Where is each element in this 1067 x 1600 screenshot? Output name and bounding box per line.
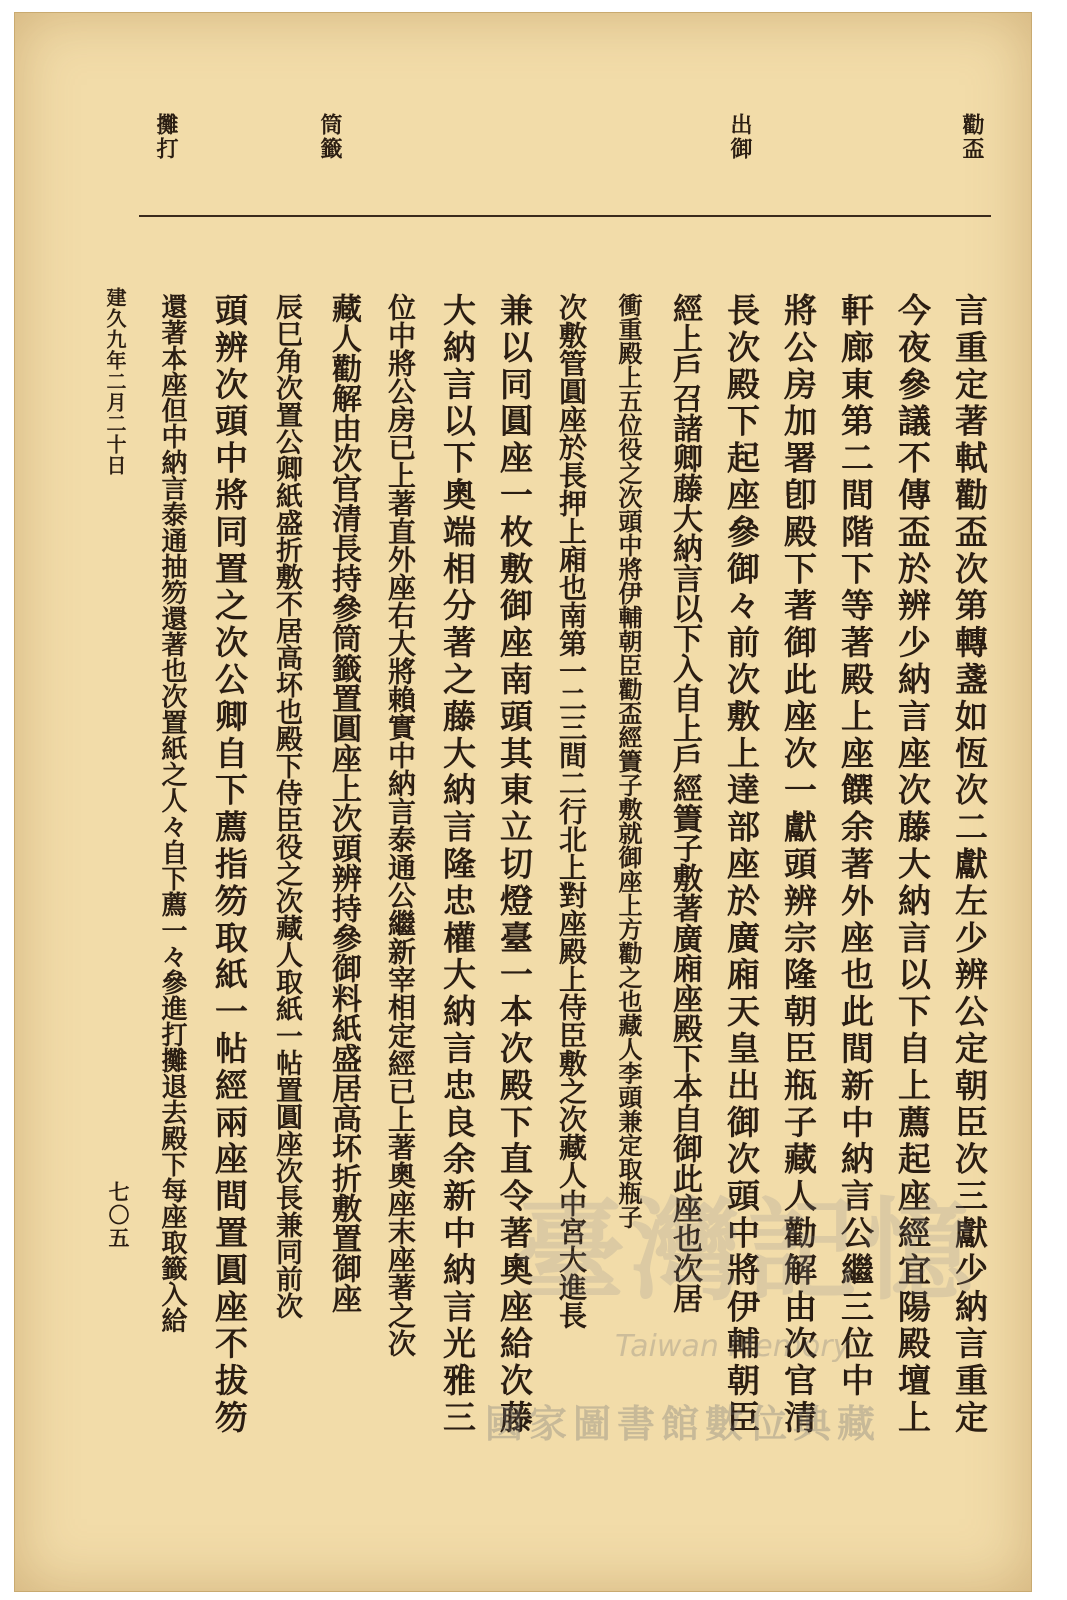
text-column-14: 頭辨次頭中將同置之次公卿自下薦指笏取紙一帖經兩座間置圓座不拔笏 (210, 293, 249, 1437)
date-footer: 建久九年二月二十日 (103, 287, 127, 476)
text-column-4: 將公房加署卽殿下著御此座次一獻頭辨宗隆朝臣瓶子藏人勸解由次官清 (779, 293, 818, 1437)
watermark-english: Taiwan Memory (615, 1329, 851, 1364)
text-column-13: 辰巳角次置公卿紙盛折敷不居高坏也殿下侍臣役之次藏人取紙一帖置圓座次長兼同前次 (271, 293, 302, 1319)
text-column-9: 兼以同圓座一枚敷御座南頭其東立切燈臺一本次殿下直令著奧座給次藤 (495, 293, 534, 1437)
watermark-logo: 臺灣記憶 (515, 1186, 979, 1315)
text-column-11: 位中將公房已上著直外座右大將賴實中納言泰通公繼新宰相定經已上著奧座末座著之次 (384, 293, 417, 1357)
text-column-12: 藏人勸解由次官清長持參筒籤置圓座上次頭辨持參御料紙盛居高坏折敷置御座 (326, 293, 361, 1313)
page-number: 七〇五 (106, 1181, 131, 1250)
heading-shutsugyo: 出御 (727, 113, 753, 161)
watermark-chinese: 國家圖書館數位典藏 (485, 1402, 882, 1446)
text-column-15: 還著本座但中納言泰通抽笏還著也次置紙之人々自下薦一々參進打攤退去殿下每座取籤入給 (157, 293, 187, 1333)
text-column-8: 次敷管圓座於長押上廂也南第一二三間二行北上對座殿上侍臣敷之次藏人中宮大進長 (555, 293, 588, 1329)
text-column-2: 今夜參議不傳盃於辨少納言座次藤大納言以下自上薦起座經宜陽殿壇上 (893, 293, 932, 1437)
heading-dahou: 攤打 (153, 113, 179, 161)
text-column-1: 言重定著軾勸盃次第轉盞如恆次二獻左少辨公定朝臣次三獻少納言重定 (950, 293, 989, 1437)
text-column-3: 軒廊東第二間階下等著殿上座饌余著外座也此間新中納言公繼三位中 (836, 293, 875, 1400)
text-column-5: 長次殿下起座參御々前次敷上達部座於廣廂天皇出御次頭中將伊輔朝臣 (722, 293, 761, 1437)
text-column-10: 大納言以下奧端相分著之藤大納言隆忠權大納言忠良余新中納言光雅三 (438, 293, 477, 1437)
text-column-7: 衝重殿上五位役之次頭中將伊輔朝臣勸盃經簀子敷就御座上方勸之也藏人李頭兼定取瓶子 (614, 293, 643, 1229)
book-page (14, 12, 1032, 1592)
heading-kanpai: 勸盃 (959, 113, 985, 161)
heading-tsutsukuji: 筒籤 (317, 113, 343, 161)
header-divider (139, 215, 991, 217)
text-column-6: 經上戶召諸卿藤大納言以下入自上戶經簀子敷著廣廂座殿下本自御此座也次居 (667, 293, 702, 1313)
